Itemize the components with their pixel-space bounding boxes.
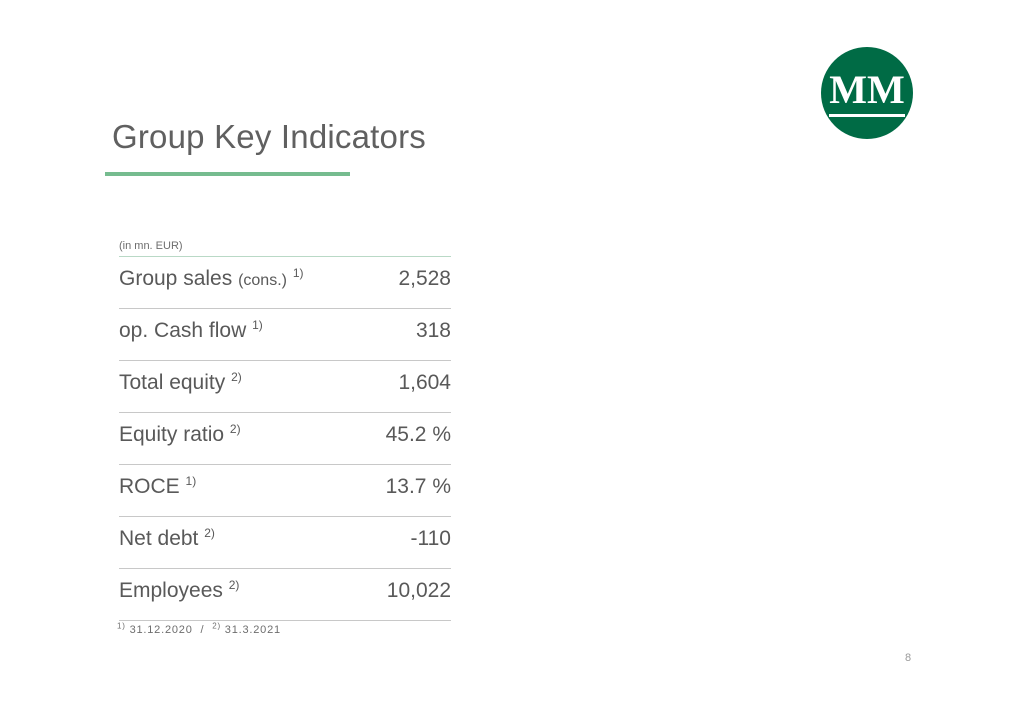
footnote-marker-2: 2) [212,621,221,631]
row-value: 2,528 [398,267,451,290]
row-label: Net debt $^{2)}$ [119,526,215,550]
table-row [119,465,451,517]
table-row [119,569,451,621]
row-label: Employees $^{2)}$ [119,578,240,602]
row-label: Total equity $^{2)}$ [119,370,242,394]
row-value: 318 [415,319,451,342]
footnotes [117,621,281,636]
row-value: 13.7 % [385,475,451,498]
row-value: 10,022 [386,579,451,602]
table-row [119,413,451,465]
row-label: Group sales (cons.) $^{1)}$ [119,266,304,290]
row-label: ROCE $^{1)}$ [119,474,197,498]
row-value: 45.2 % [385,423,451,446]
title-underline-rule [105,172,350,176]
table-row [119,257,451,309]
table-row [119,361,451,413]
row-label: Equity ratio $^{2)}$ [119,422,241,446]
table-unit-label: (in mn. EUR) [119,240,451,257]
footnote-separator: / [200,624,205,636]
footnote-date-1: 31.12.2020 [129,624,193,636]
row-value: 1,604 [398,371,451,394]
page-title: Group Key Indicators [112,118,426,155]
row-label: op. Cash flow $^{1)}$ [119,318,263,342]
table-row [119,309,451,361]
footnote-date-2: 31.3.2021 [224,624,281,636]
table-row [119,517,451,569]
footnote-marker-1: 1) [117,621,126,631]
key-indicators-table [119,240,451,621]
page-number: 8 [905,652,912,664]
logo-text: MM [829,70,905,117]
row-value: -110 [410,527,451,550]
company-logo [821,47,913,139]
